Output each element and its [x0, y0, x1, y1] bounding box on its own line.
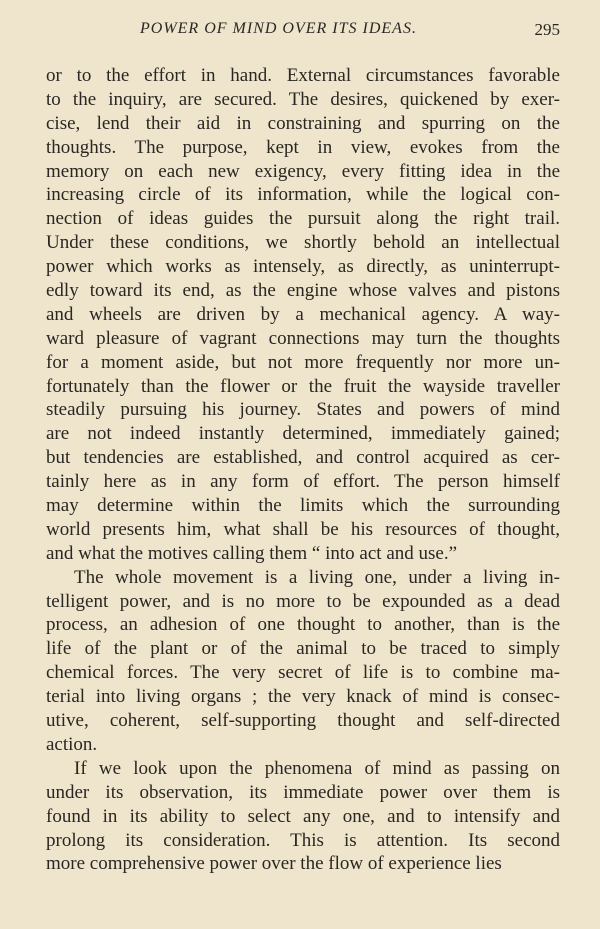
text-line: prolong its consideration. This is attention. Its second [46, 829, 560, 851]
text-line: The whole movement is a living one, under a living in- [74, 566, 560, 588]
text-line: nection of ideas guides the pursuit along the right trail. [46, 208, 560, 230]
text-line: fortunately than the flower or the fruit the wayside traveller [46, 375, 560, 397]
running-header [140, 20, 560, 46]
text-line: and what the motives calling them “ into act and use.” [46, 542, 458, 564]
paragraph [46, 757, 560, 876]
running-title: POWER OF MIND OVER ITS IDEAS. [140, 20, 417, 37]
paragraph [46, 64, 560, 566]
text-line: edly toward its end, as the engine whose valves and pistons [46, 280, 560, 302]
text-line: power which works as intensely, as directly, as uninterrupt- [46, 256, 560, 278]
text-line: more comprehensive power over the flow of experience lies [46, 853, 502, 875]
text-line: may determine within the limits which the surrounding [46, 495, 560, 517]
text-line: found in its ability to select any one, and to intensify and [46, 805, 560, 827]
text-line: If we look upon the phenomena of mind as passing on [74, 757, 560, 779]
text-line: increasing circle of its information, while the logical con- [46, 184, 560, 206]
text-line: tainly here as in any form of effort. The person himself [46, 471, 560, 493]
text-line: and wheels are driven by a mechanical agency. A way- [46, 303, 560, 325]
page-body [46, 64, 560, 876]
text-line: chemical forces. The very secret of life is to combine ma- [46, 662, 560, 684]
text-line: Under these conditions, we shortly behold an intellectual [46, 232, 560, 254]
text-line: process, an adhesion of one thought to another, than is the [46, 614, 560, 636]
text-line: life of the plant or of the animal to be traced to simply [46, 638, 560, 660]
text-line: utive, coherent, self-supporting thought and self-directed [46, 710, 560, 732]
text-line: but tendencies are established, and control acquired as cer- [46, 447, 560, 469]
text-line: or to the effort in hand. External circumstances favorable [46, 65, 560, 86]
paragraph [46, 566, 560, 757]
page-number: 295 [534, 20, 560, 39]
text-line: world presents him, what shall be his resources of thought, [46, 518, 560, 540]
text-line: memory on each new exigency, every fitting idea in the [46, 160, 560, 182]
text-line: are not indeed instantly determined, immediately gained; [46, 423, 560, 445]
text-line: to the inquiry, are secured. The desires, quickened by exer- [46, 88, 560, 110]
text-line: steadily pursuing his journey. States and powers of mind [46, 399, 560, 421]
text-line: cise, lend their aid in constraining and spurring on the [46, 112, 560, 134]
text-line: action. [46, 733, 98, 755]
text-line: under its observation, its immediate power over them is [46, 781, 560, 803]
text-line: thoughts. The purpose, kept in view, evokes from the [46, 136, 560, 158]
text-line: ward pleasure of vagrant connections may turn the thoughts [46, 327, 560, 349]
text-line: terial into living organs ; the very knack of mind is consec- [46, 686, 560, 708]
text-line: telligent power, and is no more to be expounded as a dead [46, 590, 560, 612]
text-line: for a moment aside, but not more frequently nor more un- [46, 351, 560, 373]
